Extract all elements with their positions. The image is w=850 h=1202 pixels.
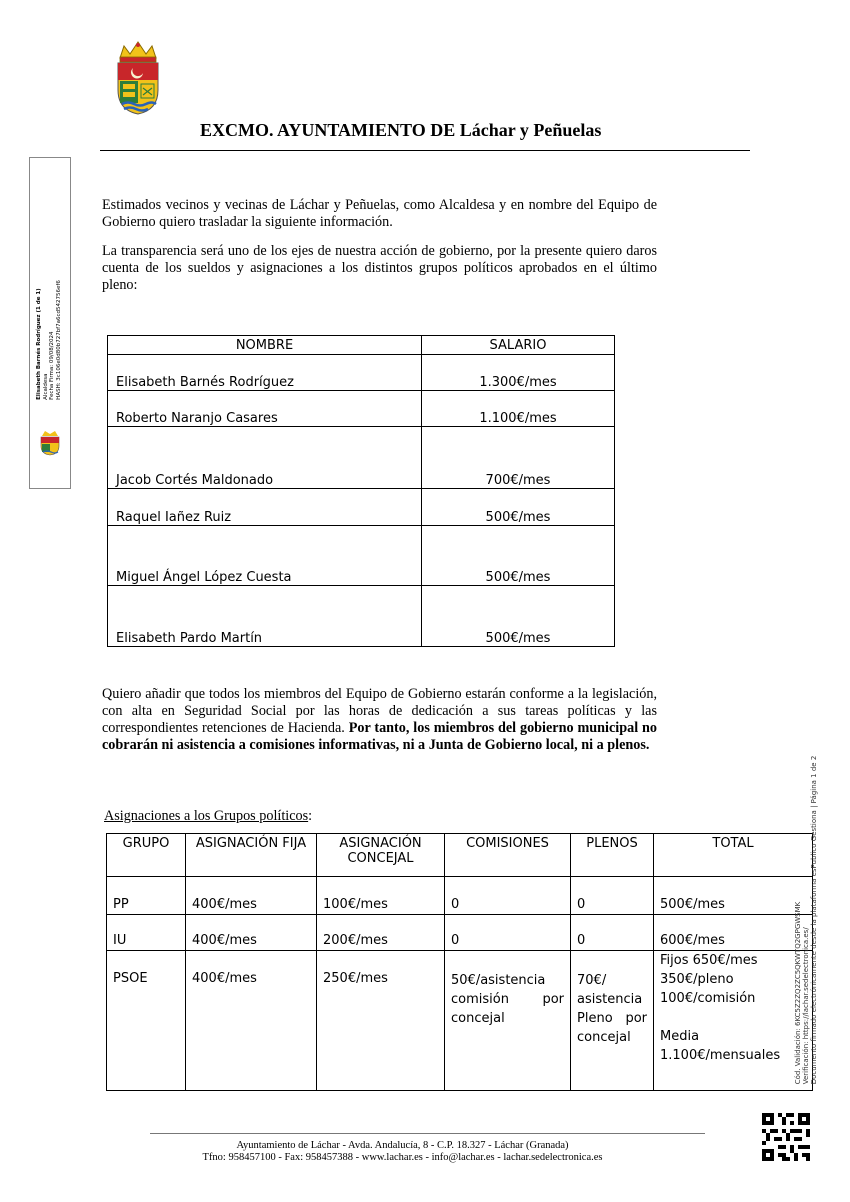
verification-line: Documento firmado electrónicamente desde la plataforma esPublico Gestiona | Página 1 de 2 <box>810 755 818 1085</box>
table-row <box>108 355 615 391</box>
conditions-bold-text: Por tanto, los miembros del gobierno municipal no cobrarán ni asistencia a comisiones informativas, ni a Junta de Gobierno local, ni a plenos. <box>102 720 657 753</box>
salary-value: 1.100€/mes <box>422 391 615 427</box>
concejal-cell: 200€/mes <box>317 915 445 951</box>
concejal-cell: 100€/mes <box>317 877 445 915</box>
plenos-line: concejal <box>577 1030 631 1045</box>
qr-code-icon <box>762 1113 810 1161</box>
signature-seal-icon <box>38 430 62 456</box>
fija-cell: 400€/mes <box>186 951 317 1091</box>
grupo-cell: PP <box>107 877 186 915</box>
column-header-plenos: PLENOS <box>571 834 654 877</box>
footer-address: Ayuntamiento de Láchar - Avda. Andalucía, 8 - C.P. 18.327 - Láchar (Granada) <box>236 1140 569 1151</box>
salary-name: Roberto Naranjo Casares <box>108 391 422 427</box>
conditions-text: Quiero añadir que todos los miembros del Equipo de Gobierno estarán conforme a la legislación, con alta en Seguridad Social por las horas de dedicación a sus tareas políticas y las correspondientes retenciones de Hacienda. <box>102 686 657 736</box>
groups-heading <box>104 808 312 825</box>
salary-value: 1.300€/mes <box>422 355 615 391</box>
table-row <box>108 391 615 427</box>
salary-name: Miguel Ángel López Cuesta <box>108 526 422 586</box>
groups-table <box>106 833 813 1091</box>
transparency-paragraph: La transparencia será uno de los ejes de nuestra acción de gobierno, por la presente quiero daros cuenta de los sueldos y asignaciones a los distintos grupos políticos aprobados en el último pleno: <box>102 243 657 293</box>
groups-heading-suffix: : <box>308 808 313 824</box>
comisiones-cell <box>445 951 571 1091</box>
grupo-cell: IU <box>107 915 186 951</box>
table-row <box>107 877 813 915</box>
verification-text <box>794 756 818 1085</box>
column-header-total: TOTAL <box>654 834 813 877</box>
salary-name: Elisabeth Pardo Martín <box>108 586 422 647</box>
table-row <box>107 915 813 951</box>
footer-divider <box>150 1133 705 1134</box>
total-line: 1.100€/mensuales <box>660 1048 781 1063</box>
total-cell <box>654 951 813 1091</box>
column-header-comisiones: COMISIONES <box>445 834 571 877</box>
table-row <box>108 427 615 489</box>
grupo-cell: PSOE <box>107 951 186 1091</box>
salary-name: Jacob Cortés Maldonado <box>108 427 422 489</box>
total-line: Fijos 650€/mes <box>660 953 758 968</box>
total-line: Media <box>660 1029 700 1044</box>
groups-heading-text: Asignaciones a los Grupos políticos <box>104 808 309 824</box>
signature-date: Fecha Firma: 09/08/2024 <box>49 331 55 400</box>
comisiones-line: 50€/asistencia <box>451 973 546 988</box>
total-cell: 500€/mes <box>654 877 813 915</box>
concejal-cell: 250€/mes <box>317 951 445 1091</box>
salary-value: 500€/mes <box>422 586 615 647</box>
comisiones-line: concejal <box>451 1011 505 1026</box>
comisiones-line: comisión por <box>451 992 564 1007</box>
salaries-table <box>107 335 615 647</box>
column-header-salario: SALARIO <box>422 336 615 355</box>
signature-hash: HASH: 3c106e0d80b727bf7a6cd542756ef6 <box>55 280 62 400</box>
salary-value: 700€/mes <box>422 427 615 489</box>
table-row <box>108 489 615 526</box>
plenos-cell: 0 <box>571 877 654 915</box>
coat-of-arms-logo <box>114 40 162 116</box>
table-row <box>107 951 813 1091</box>
signature-name: Elisabeth Barnés Rodríguez (1 de 1) <box>36 288 42 400</box>
conditions-paragraph <box>102 686 657 754</box>
column-header-asignacion-fija: ASIGNACIÓN FIJA <box>186 834 317 877</box>
footer <box>100 1140 705 1164</box>
salary-name: Raquel Iañez Ruiz <box>108 489 422 526</box>
page-title: EXCMO. AYUNTAMIENTO DE Láchar y Peñuelas <box>200 120 602 140</box>
salary-name: Elisabeth Barnés Rodríguez <box>108 355 422 391</box>
signature-role: Alcaldesa <box>42 373 49 400</box>
header-divider <box>100 150 750 151</box>
plenos-line: 70€/ <box>577 973 607 988</box>
salary-value: 500€/mes <box>422 489 615 526</box>
plenos-line: asistencia <box>577 992 643 1007</box>
total-cell: 600€/mes <box>654 915 813 951</box>
plenos-cell: 0 <box>571 915 654 951</box>
table-header-row <box>107 834 813 877</box>
verification-line: Verificación: https://lachar.sedelectronica.es/ <box>802 927 810 1085</box>
salary-value: 500€/mes <box>422 526 615 586</box>
table-row <box>108 526 615 586</box>
total-line: 350€/pleno <box>660 972 734 987</box>
table-header-row <box>108 336 615 355</box>
fija-cell: 400€/mes <box>186 915 317 951</box>
plenos-line: Pleno por <box>577 1011 647 1026</box>
comisiones-cell: 0 <box>445 915 571 951</box>
footer-contact: Tfno: 958457100 - Fax: 958457388 - www.lachar.es - info@lachar.es - lachar.sedelectronica.es <box>202 1152 603 1163</box>
verification-line: Cód. Validación: 6KC5Z2ZQ2ZC5QKWTQ2GPGWSMK <box>794 901 802 1085</box>
signature-text <box>36 280 62 400</box>
table-row <box>108 586 615 647</box>
intro-paragraph: Estimados vecinos y vecinas de Láchar y Peñuelas, como Alcaldesa y en nombre del Equipo de Gobierno quiero trasladar la siguiente información. <box>102 197 657 230</box>
fija-cell: 400€/mes <box>186 877 317 915</box>
column-header-asignacion-concejal: ASIGNACIÓN CONCEJAL <box>317 834 445 877</box>
comisiones-cell: 0 <box>445 877 571 915</box>
plenos-cell <box>571 951 654 1091</box>
column-header-grupo: GRUPO <box>107 834 186 877</box>
total-line: 100€/comisión <box>660 991 756 1006</box>
column-header-nombre: NOMBRE <box>108 336 422 355</box>
